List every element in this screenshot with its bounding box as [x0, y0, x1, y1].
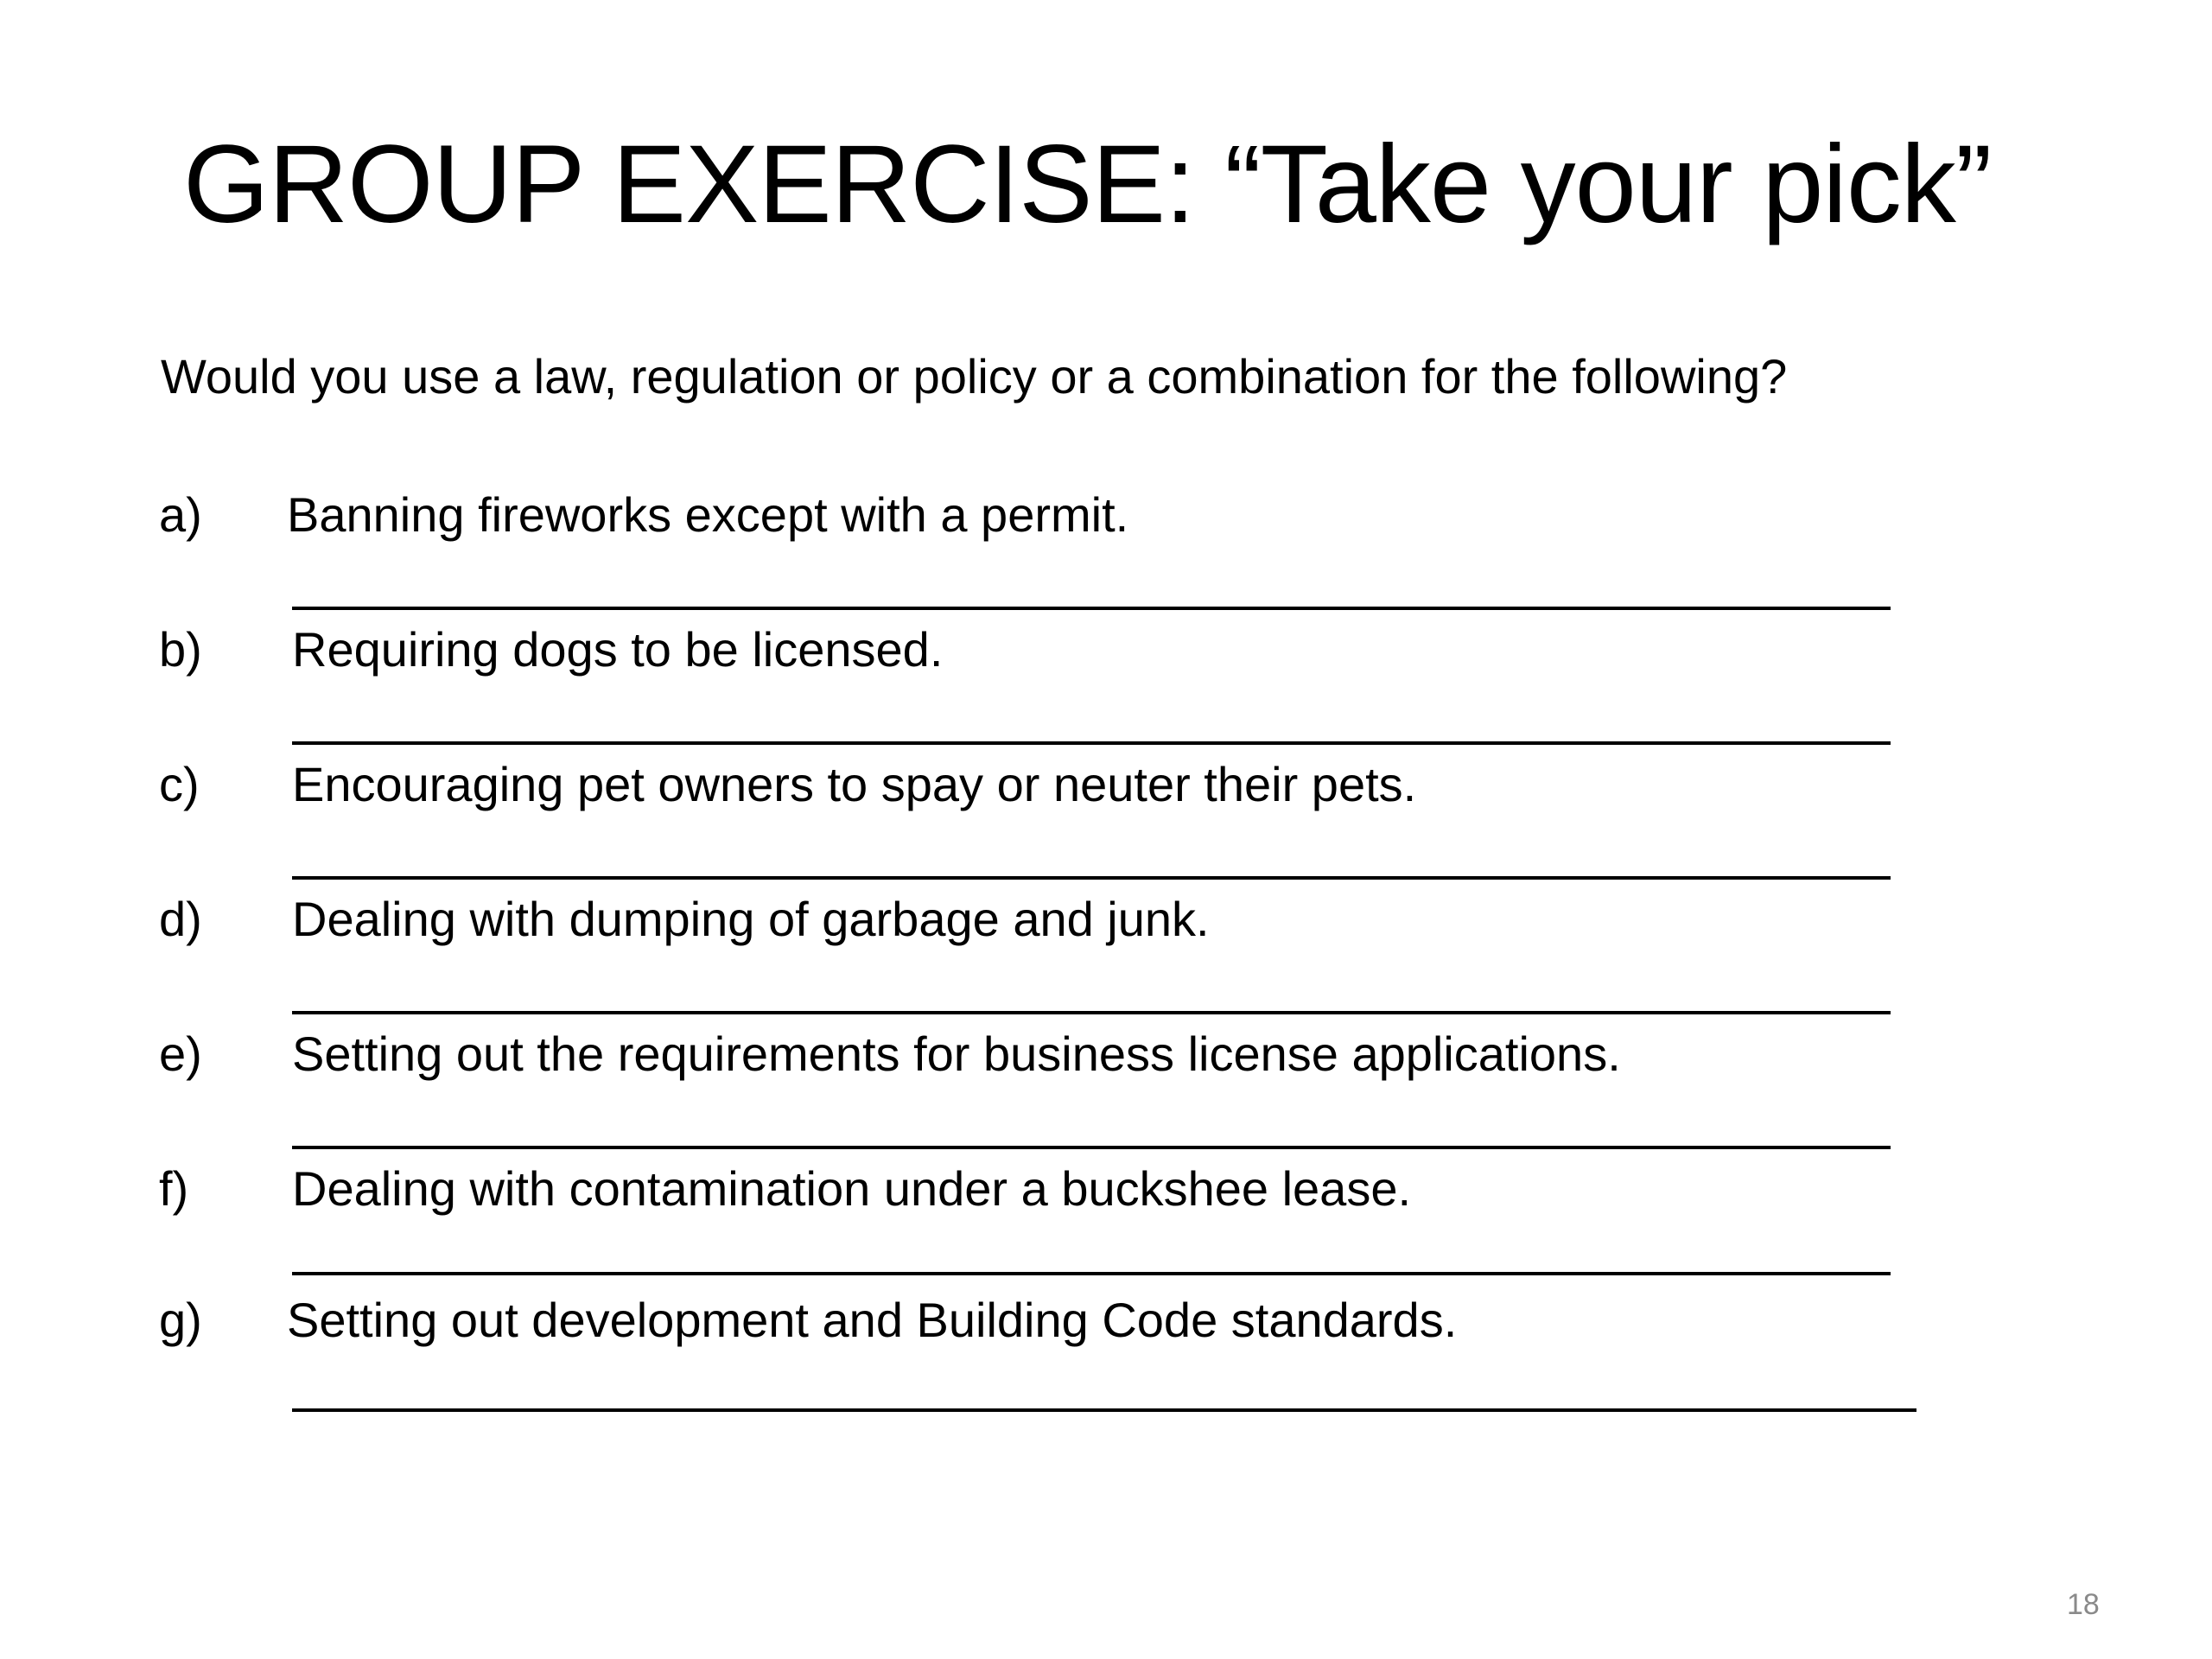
item-text: Dealing with contamination under a buckshee lease.: [292, 1161, 1412, 1216]
item-letter: f): [159, 1161, 189, 1216]
page-number: 18: [2067, 1588, 2100, 1621]
answer-line: [292, 1011, 1891, 1014]
item-letter: a): [159, 487, 202, 542]
item-text: Encouraging pet owners to spay or neuter their pets.: [292, 757, 1417, 811]
item-text: Setting out development and Building Code standards.: [287, 1293, 1458, 1347]
answer-line: [292, 1272, 1891, 1275]
list-item-f: [0, 1161, 2212, 1300]
answer-line: [292, 876, 1891, 880]
exercise-prompt: Would you use a law, regulation or policy or a combination for the following?: [161, 349, 1788, 404]
list-item-a: [0, 487, 2212, 626]
item-letter: e): [159, 1027, 202, 1081]
slide-title: GROUP EXERCISE: “Take your pick”: [183, 123, 1992, 246]
item-text: Dealing with dumping of garbage and junk.: [292, 892, 1210, 946]
item-letter: c): [159, 757, 200, 811]
list-item-d: [0, 892, 2212, 1030]
item-text: Banning fireworks except with a permit.: [287, 487, 1129, 542]
item-text: Requiring dogs to be licensed.: [292, 622, 944, 677]
list-item-g: [0, 1293, 2212, 1431]
item-letter: d): [159, 892, 202, 946]
item-text: Setting out the requirements for business license applications.: [292, 1027, 1621, 1081]
list-item-c: [0, 757, 2212, 895]
list-item-e: [0, 1027, 2212, 1165]
answer-line: [292, 741, 1891, 745]
item-letter: g): [159, 1293, 202, 1347]
answer-line: [292, 1146, 1891, 1149]
answer-line: [292, 607, 1891, 610]
item-letter: b): [159, 622, 202, 677]
answer-line: [292, 1408, 1916, 1412]
list-item-b: [0, 622, 2212, 760]
